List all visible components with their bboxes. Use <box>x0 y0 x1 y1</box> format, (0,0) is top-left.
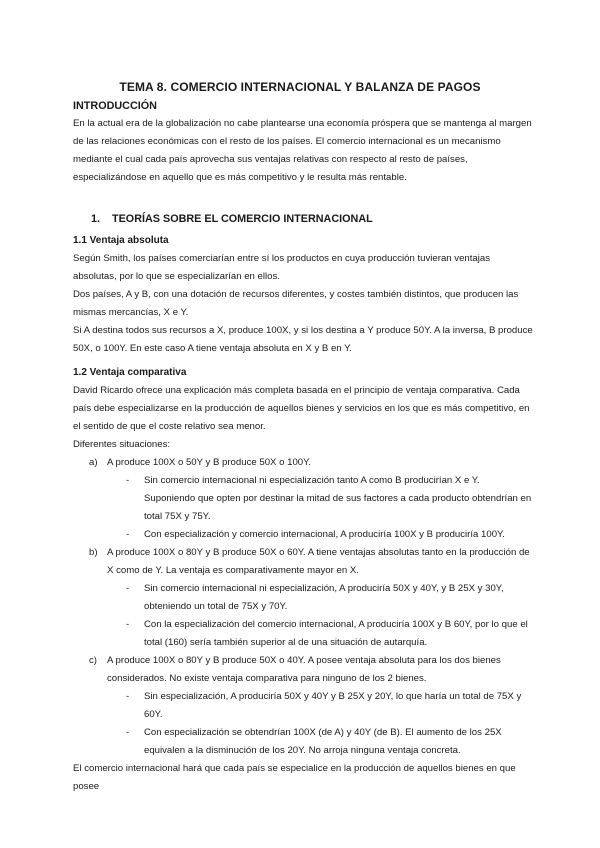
case-b-marker: b) <box>89 547 98 558</box>
intro-section <box>73 97 533 187</box>
list-item: - Sin comercio internacional ni especialización, A produciría 50X y 40Y, y B 25X y 30Y, obteniendo un total de 75X y 70Y. <box>126 583 504 612</box>
intro-paragraph: En la actual era de la globalización no cabe plantearse una economía próspera que se mantenga al margen de las relaciones económicas con el resto de los países. El comercio internacional es un mecanismo mediante el cual cada país aprovecha sus ventajas relativas con respecto al resto de países, especializándose en aquello que es más competitivo y le resulta más rentable. <box>73 118 532 183</box>
case-a-bullets <box>73 472 533 544</box>
intro-heading: INTRODUCCIÓN <box>73 100 157 112</box>
document-title: TEMA 8. COMERCIO INTERNACIONAL Y BALANZA DE PAGOS <box>119 80 481 94</box>
section-1 <box>73 210 533 228</box>
section-1-number: 1. <box>91 213 101 225</box>
list-item: - Sin especialización, A produciría 50X y 40Y y B 25X y 20Y, lo que haría un total de 75X y 60Y. <box>126 691 522 720</box>
list-item: - Sin comercio internacional ni especialización tanto A como B producirían X e Y. Suponiendo que opten por destinar la mitad de sus factores a cada producto obtendrían en total 75X y 75Y. <box>126 475 532 522</box>
case-a-text: A produce 100X o 50Y y B produce 50X o 100Y. <box>107 457 311 468</box>
closing-paragraph: El comercio internacional hará que cada país se especialice en la producción de aquellos bienes en que posee <box>73 763 516 792</box>
subsection-1-1-paragraph-1: Según Smith, los países comerciarían entre sí los productos en cuya producción tuvieran ventajas absolutas, por lo que se especializarían en ellos. <box>73 253 491 282</box>
subsection-1-2-paragraph-2: Diferentes situaciones: <box>73 439 171 450</box>
section-1-heading <box>73 210 533 228</box>
list-item: - Con especialización se obtendrían 100X (de A) y 40Y (de B). El aumento de los 25X equivalen a la disminución de los 20Y. No arroja ninguna ventaja concreta. <box>126 727 502 756</box>
case-c-marker: c) <box>89 655 97 666</box>
case-c-bullets <box>73 688 533 760</box>
case-a <box>73 454 533 472</box>
subsection-1-1-paragraph-2: Dos países, A y B, con una dotación de recursos diferentes, y costes también distintos, que producen las mismas mercancías, X e Y. <box>73 289 519 318</box>
case-c-text: A produce 100X o 80Y y B produce 50X o 40Y. A posee ventaja absoluta para los dos bienes considerados. No existe ventaja comparativa para ninguno de los 2 bienes. <box>107 655 501 684</box>
case-b-text: A produce 100X o 80Y y B produce 50X o 60Y. A tiene ventajas absolutas tanto en la producción de X como de Y. La ventaja es comparativamente mayor en X. <box>107 547 530 576</box>
section-1-title: TEORÍAS SOBRE EL COMERCIO INTERNACIONAL <box>112 213 373 225</box>
subsection-1-2-heading: 1.2 Ventaja comparativa <box>73 367 187 378</box>
case-b <box>73 544 533 580</box>
case-c <box>73 652 533 688</box>
list-item: - Con especialización y comercio internacional, A produciría 100X y B produciría 100Y. <box>126 529 505 540</box>
subsection-1-1 <box>73 232 533 358</box>
subsection-1-2-paragraph-1: David Ricardo ofrece una explicación más completa basada en el principio de ventaja comparativa. Cada país debe especializarse en la producción de aquellos bienes y servicios en los que es más competitivo, en el sentido de que el coste relativo sea menor. <box>73 385 530 432</box>
subsection-1-1-paragraph-3: Si A destina todos sus recursos a X, produce 100X, y si los destina a Y produce 50Y. A la inversa, B produce 50X, o 100Y. En este caso A tiene ventaja absoluta en X y B en Y. <box>73 325 533 354</box>
subsection-1-1-heading: 1.1 Ventaja absoluta <box>73 235 169 246</box>
list-item: - Con la especialización del comercio internacional, A produciría 100X y B 60Y, por lo que el total (160) sería también superior al de una situación de autarquía. <box>126 619 528 648</box>
case-b-bullets <box>73 580 533 652</box>
subsection-1-2 <box>73 364 533 796</box>
case-a-marker: a) <box>89 457 98 468</box>
